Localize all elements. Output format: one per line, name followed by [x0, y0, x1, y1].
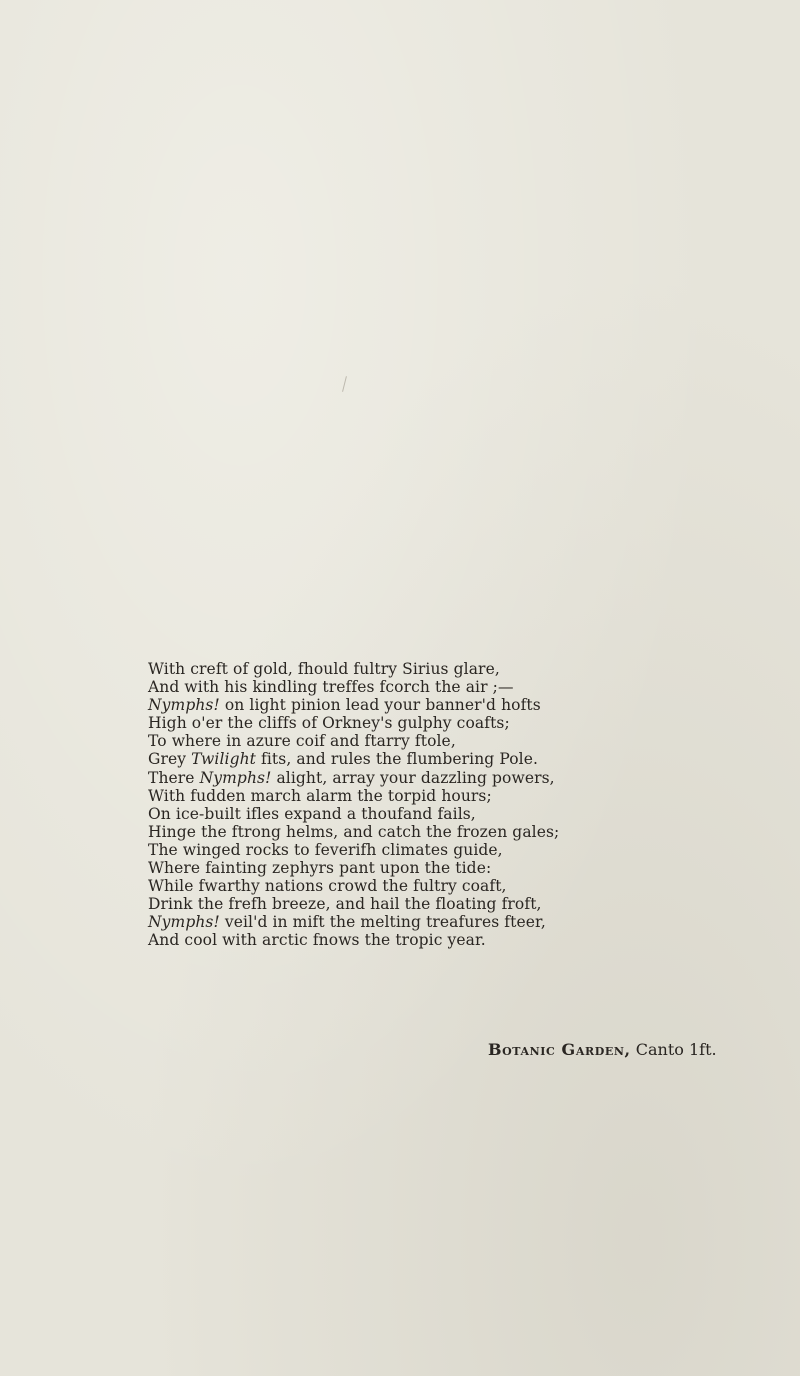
poem-line: Grey Twilight fits, and rules the flumbering Pole.: [148, 750, 539, 769]
poem-line: While fwarthy nations crowd the fultry coaft,: [148, 877, 507, 896]
poem-line: With fudden march alarm the torpid hours;: [148, 786, 492, 805]
poem-line: Hinge the ftrong helms, and catch the frozen gales;: [148, 822, 560, 841]
poem-line: Nymphs! veil'd in mift the melting treafures fteer,: [148, 913, 546, 932]
poem-line: And with his kindling treffes fcorch the air ;—: [148, 678, 514, 697]
citation: [488, 1040, 758, 1059]
poem-line: Nymphs! on light pinion lead your banner'd hofts: [148, 696, 541, 715]
poem-line: To where in azure coif and ftarry ftole,: [148, 732, 456, 751]
citation-work: Botanic Garden,: [488, 1040, 631, 1059]
pencil-mark: [342, 376, 347, 392]
citation-canto: Canto 1ft.: [630, 1040, 717, 1059]
poem-line: And cool with arctic fnows the tropic year.: [148, 931, 486, 950]
poem-line: The winged rocks to feverifh climates guide,: [148, 840, 503, 859]
poem-line: There Nymphs! alight, array your dazzling powers,: [148, 768, 555, 787]
poem-line: Where fainting zephyrs pant upon the tide:: [148, 859, 492, 878]
poem-line: High o'er the cliffs of Orkney's gulphy coafts;: [148, 714, 510, 733]
poem-line: On ice-built ifles expand a thoufand fails,: [148, 804, 476, 823]
poem-excerpt: [148, 660, 748, 950]
poem-line: With creft of gold, fhould fultry Sirius glare,: [148, 660, 500, 678]
poem-line: Drink the frefh breeze, and hail the floating froft,: [148, 895, 542, 914]
